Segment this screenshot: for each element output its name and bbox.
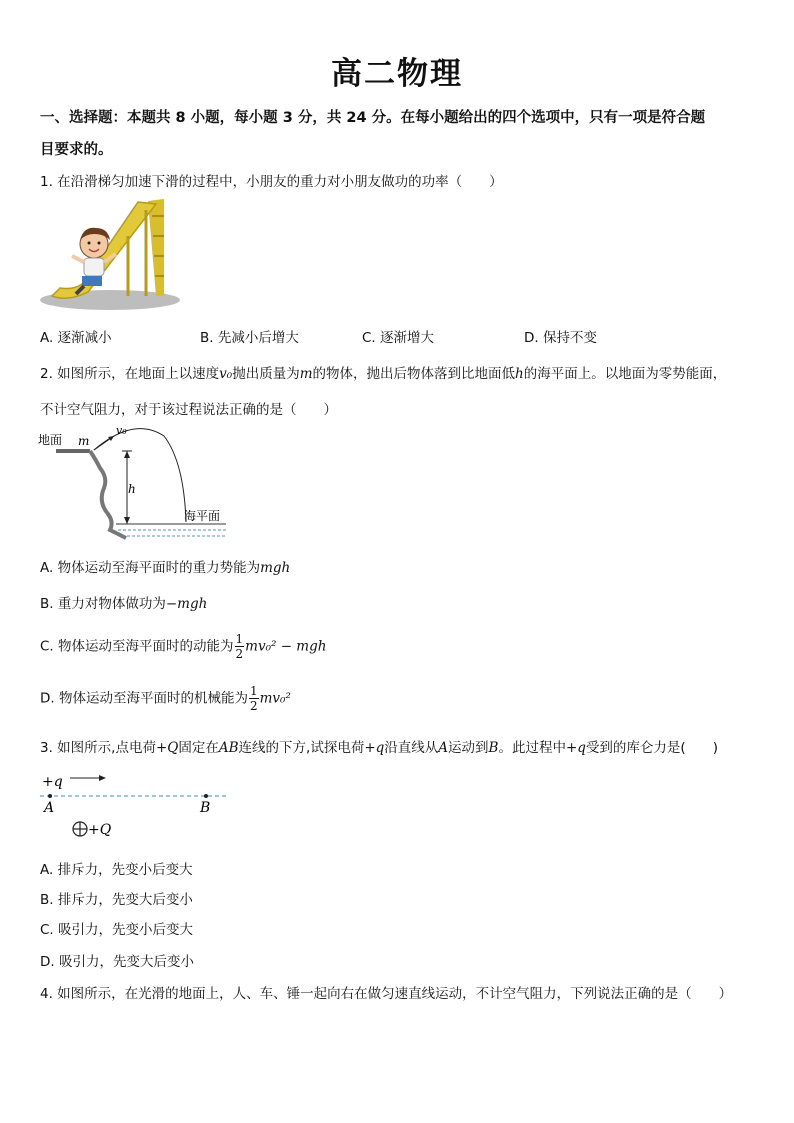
q3-option-b: B. 排斥力，先变大后变小	[40, 892, 193, 908]
label-fixed-charge: +Q	[88, 822, 112, 838]
slide-ladder	[148, 199, 164, 296]
section-heading-line1: 一、选择题：本题共 8 小题，每小题 3 分，共 24 分。在每小题给出的四个选项中，只有一项是符合题	[40, 110, 706, 126]
label-v0: v₀	[116, 424, 127, 437]
trajectory	[94, 429, 186, 522]
q4-stem: 4. 如图所示，在光滑的地面上，人、车、锤一起向右在做匀速直线运动，不计空气阻力，下列说法正确的是（ ）	[40, 986, 733, 1002]
q2-stem-line1: 2. 如图所示，在地面上以速度v₀抛出质量为m的物体，抛出后物体落到比地面低h的海平面上。以地面为零势能面，	[40, 366, 727, 382]
fraction-half: $\frac{1}{2}$	[249, 684, 258, 713]
label-sea: 海平面	[184, 509, 221, 523]
q2-cliff-figure	[34, 422, 234, 548]
q3-option-d: D. 吸引力，先变大后变小	[40, 954, 194, 970]
q1-stem: 1. 在沿滑梯匀加速下滑的过程中，小朋友的重力对小朋友做功的功率（ ）	[40, 174, 503, 190]
label-a: A	[44, 800, 55, 816]
q2-option-d: D. 物体运动至海平面时的机械能为 $\frac{1}{2}$ mv₀²	[40, 684, 291, 713]
q1-option-a: A. 逐渐减小	[40, 330, 112, 346]
label-mass: m	[78, 434, 90, 448]
q2-option-c: C. 物体运动至海平面时的动能为 $\frac{1}{2}$ mv₀² − mgh	[40, 632, 327, 661]
q1-option-c: C. 逐渐增大	[362, 330, 435, 346]
q3-charge-figure	[36, 766, 236, 844]
cliff-edge	[90, 451, 126, 538]
q3-stem: 3. 如图所示,点电荷+Q固定在AB连线的下方,试探电荷+q沿直线从A运动到B。此过程中+q受到的库仑力是( )	[40, 740, 718, 756]
label-test-charge: +q	[42, 774, 63, 790]
q3-option-c: C. 吸引力，先变小后变大	[40, 922, 194, 938]
fraction-half: $\frac{1}{2}$	[235, 632, 244, 661]
q3-option-a: A. 排斥力，先变小后变大	[40, 862, 193, 878]
q1-option-b: B. 先减小后增大	[200, 330, 299, 346]
q2-option-b: B. 重力对物体做功为−mgh	[40, 596, 208, 612]
point-a	[48, 794, 52, 798]
q2-stem-line2: 不计空气阻力，对于该过程说法正确的是（ ）	[40, 402, 337, 418]
section-heading-line2: 目要求的。	[40, 142, 113, 158]
q1-slide-figure	[38, 196, 188, 314]
page-title: 高二物理	[331, 56, 463, 92]
label-height: h	[128, 482, 136, 496]
q1-option-d: D. 保持不变	[524, 330, 597, 346]
label-ground: 地面	[38, 433, 63, 447]
label-b: B	[200, 800, 211, 816]
point-b	[204, 794, 208, 798]
q2-option-a: A. 物体运动至海平面时的重力势能为mgh	[40, 560, 291, 576]
